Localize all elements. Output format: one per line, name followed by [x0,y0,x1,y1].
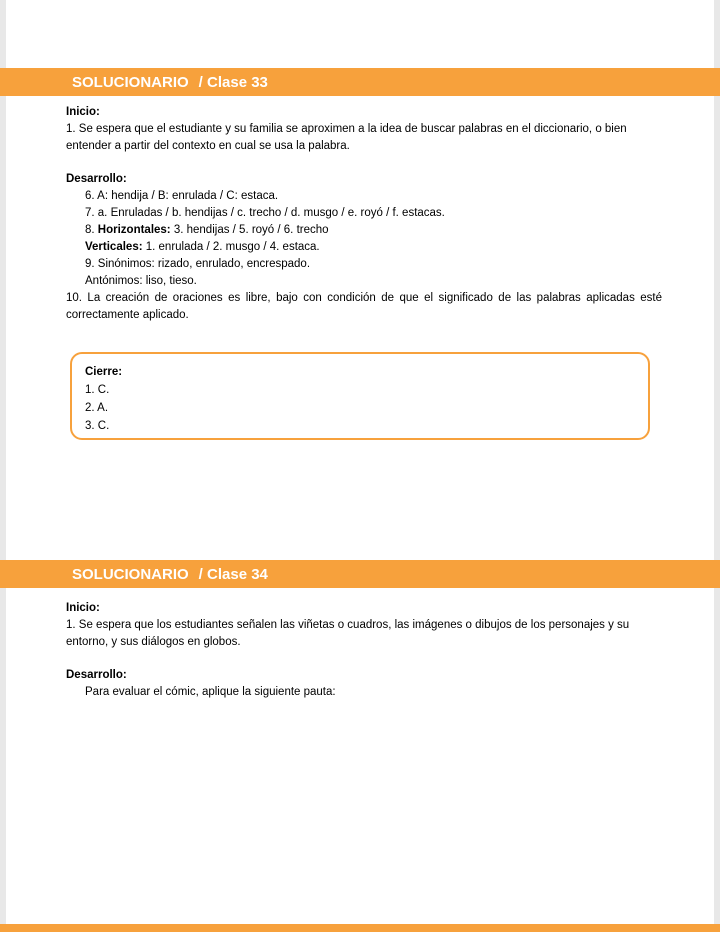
answer-8-prefix: 8. [85,224,98,236]
banner-clase-33 [0,68,720,96]
desarrollo-paragraph-34: Para evaluar el cómic, aplique la siguiente pauta: [85,686,336,698]
page-edge-left [0,0,6,932]
answer-line-6: 6. A: hendija / B: enrulada / C: estaca. [85,190,279,202]
cierre-heading: Cierre: [85,366,123,378]
answer-8-horizontales-label: Horizontales: [97,224,171,236]
spacer [66,155,662,171]
bottom-banner-strip [0,924,720,932]
answer-line-8 [85,222,662,239]
inicio-paragraph-33: 1. Se espera que el estudiante y su familia se aproximen a la idea de buscar palabras en el diccionario, o bien entender a partir del contexto en cual se usa la palabra. [66,123,627,152]
banner-class-label-34: / Clase 34 [198,565,268,583]
banner-class-label-33: / Clase 33 [198,73,268,91]
verticales-label: Verticales: [85,241,143,253]
inicio-heading-34: Inicio: [66,602,100,614]
cierre-answer-1: 1. C. [85,384,110,396]
answer-line-10: 10. La creación de oraciones es libre, bajo con condición de que el significado de las palabras aplicadas esté correctamente aplicado. [66,292,662,321]
cierre-answer-2: 2. A. [85,402,109,414]
desarrollo-heading-34: Desarrollo: [66,669,127,681]
cierre-answer-3: 3. C. [85,420,110,432]
banner-title-34: SOLUCIONARIO [72,565,189,583]
page-edge-right [714,0,720,932]
answer-line-antonimos: Antónimos: liso, tieso. [85,275,197,287]
answer-line-9: 9. Sinónimos: rizado, enrulado, encrespado. [85,258,311,270]
inicio-heading-33: Inicio: [66,106,100,118]
inicio-paragraph-34: 1. Se espera que los estudiantes señalen las viñetas o cuadros, las imágenes o dibujos de los personajes y su entorno, y sus diálogos en globos. [66,619,630,648]
clase34-content [66,600,662,701]
spacer [66,651,662,667]
banner-title-33: SOLUCIONARIO [72,73,189,91]
answer-line-7: 7. a. Enruladas / b. hendijas / c. trecho / d. musgo / e. royó / f. estacas. [85,207,445,219]
banner-clase-34 [0,560,720,588]
clase33-content [66,104,662,324]
verticales-values: 1. enrulada / 2. musgo / 4. estaca. [142,241,320,253]
answer-line-verticales [85,239,662,256]
cierre-box [70,352,650,440]
answer-8-values: 3. hendijas / 5. royó / 6. trecho [170,224,329,236]
desarrollo-heading-33: Desarrollo: [66,173,127,185]
